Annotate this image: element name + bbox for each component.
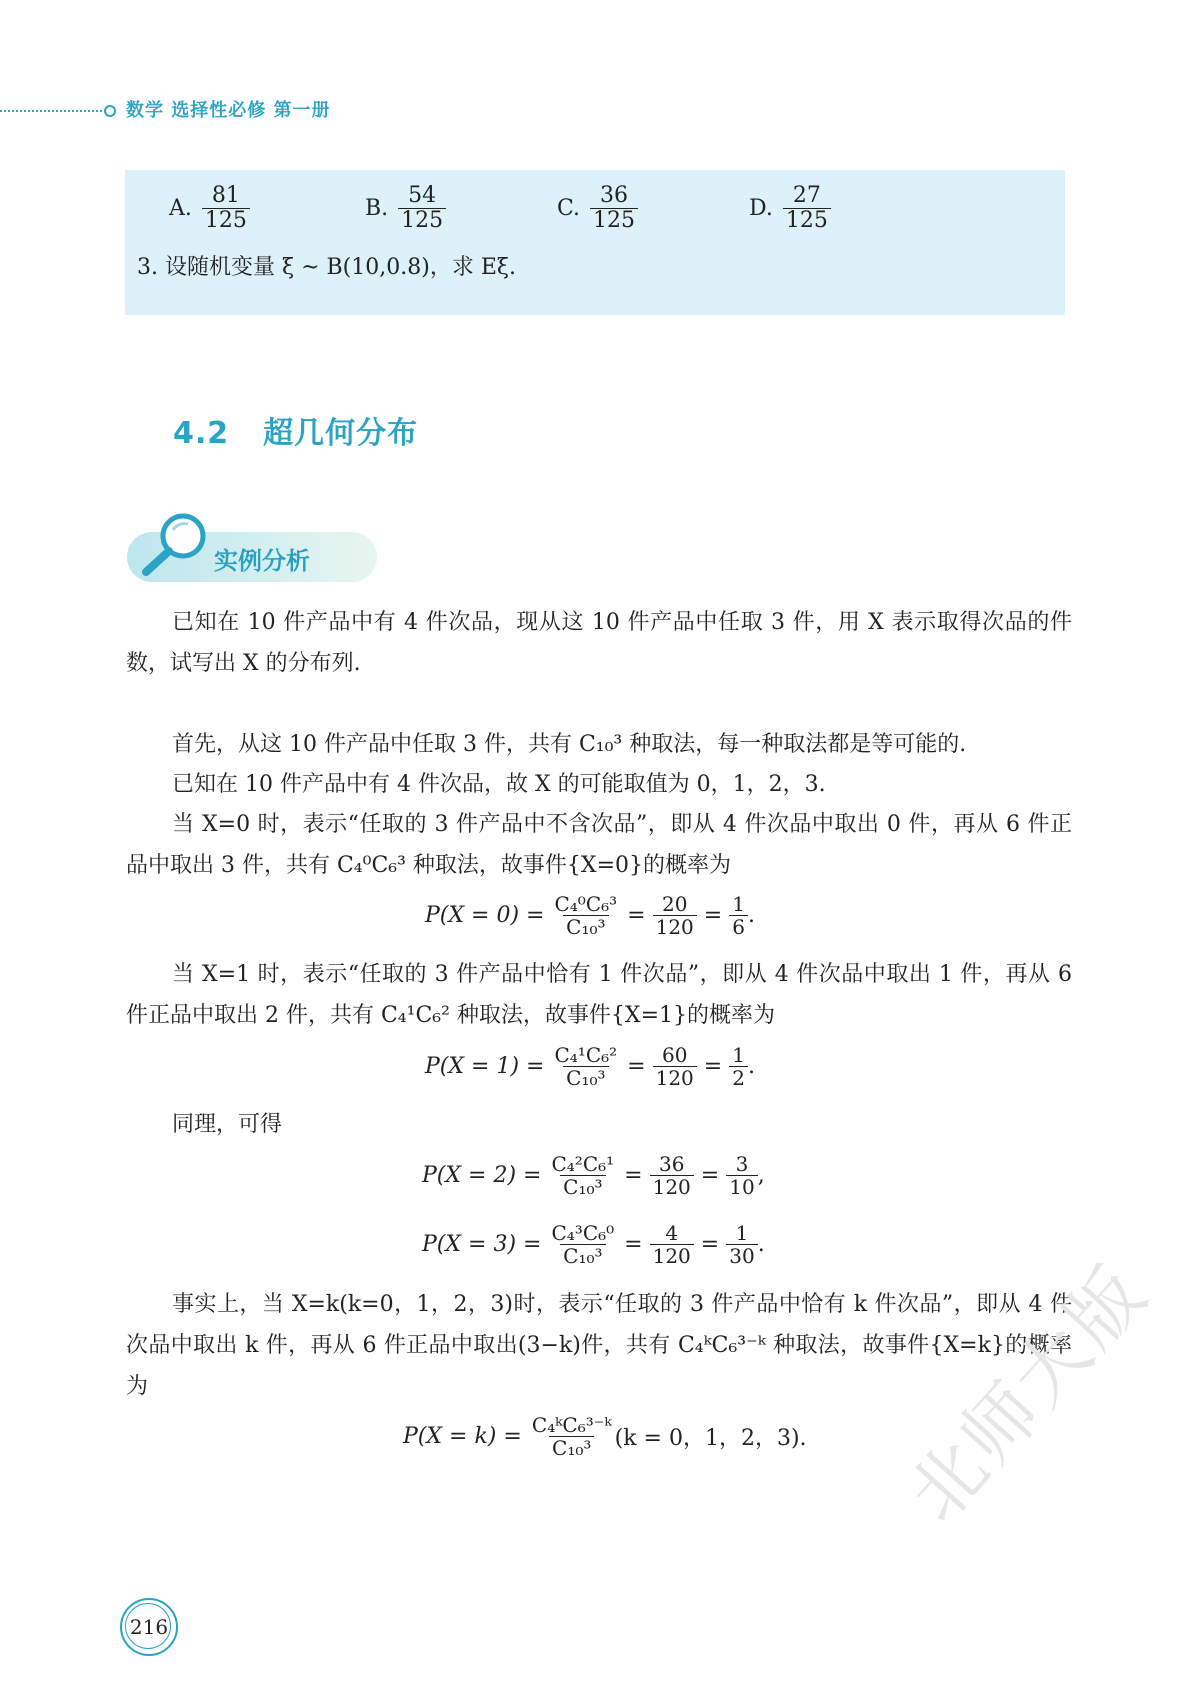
denominator: C₁₀³ — [549, 1436, 594, 1459]
eq-sign: = — [700, 1163, 720, 1188]
header-dot-icon — [104, 105, 116, 117]
denominator: 6 — [729, 915, 748, 938]
option-label: D. — [749, 196, 773, 222]
option-label: A. — [169, 196, 192, 222]
eq-end: . — [747, 1054, 755, 1079]
eq-sign: = — [627, 1054, 646, 1079]
eq-fraction — [729, 1044, 748, 1089]
equation-p0 — [425, 893, 755, 938]
paragraph-3: 当 X=0 时，表示“任取的 3 件产品中不含次品”，即从 4 件次品中取出 0 件，再从 6 件正品中取出 3 件，共有 C₄⁰C₆³ 种取法，故事件{X=0}的概率为 — [126, 812, 1072, 878]
option-c — [557, 184, 638, 233]
equation-p1 — [425, 1044, 755, 1089]
denominator: C₁₀³ — [560, 1244, 605, 1267]
numerator: C₄⁰C₆³ — [554, 892, 618, 916]
eq-lhs: P(X = 2) = — [422, 1163, 542, 1188]
exercise-box — [125, 170, 1065, 315]
eq-end: . — [757, 1232, 765, 1257]
denominator: 2 — [729, 1066, 748, 1089]
example-tag-label: 实例分析 — [214, 547, 310, 575]
page-number-text: 216 — [129, 1615, 169, 1639]
eq-lhs: P(X = 3) = — [422, 1232, 542, 1257]
eq-fraction — [548, 1222, 617, 1267]
numerator: 27 — [792, 183, 821, 208]
header-rule — [0, 110, 106, 112]
eq-lhs: P(X = k) = — [403, 1424, 522, 1449]
numerator: 60 — [661, 1043, 688, 1067]
option-fraction — [590, 184, 638, 233]
section-title — [173, 408, 418, 452]
eq-lhs: P(X = 1) = — [425, 1054, 545, 1079]
equation-p3 — [422, 1222, 765, 1267]
paragraph-2: 已知在 10 件产品中有 4 件次品，故 X 的可能取值为 0，1，2，3. — [172, 772, 826, 797]
eq-tail: (k = 0，1，2，3). — [614, 1426, 807, 1451]
option-b — [365, 184, 446, 233]
eq-end: , — [757, 1163, 765, 1188]
numerator: 36 — [600, 183, 629, 208]
numerator: 1 — [735, 1221, 749, 1245]
eq-fraction — [729, 893, 748, 938]
eq-end: . — [747, 903, 755, 928]
eq-sign: = — [703, 1054, 723, 1079]
eq-fraction — [548, 1153, 617, 1198]
eq-fraction — [650, 1222, 694, 1267]
option-d — [749, 184, 831, 233]
numerator: 1 — [732, 1043, 745, 1067]
numerator: C₄²C₆¹ — [551, 1152, 615, 1176]
eq-sign: = — [700, 1232, 720, 1257]
page-number — [120, 1598, 178, 1656]
eq-fraction — [650, 1153, 694, 1198]
denominator: 125 — [590, 208, 638, 233]
numerator: C₄ᵏC₆³⁻ᵏ — [531, 1413, 612, 1437]
eq-fraction — [551, 1044, 620, 1089]
eq-sign: = — [703, 903, 723, 928]
numerator: 36 — [658, 1152, 685, 1176]
section-name: 超几何分布 — [263, 416, 419, 451]
question-3: 3. 设随机变量 ξ ~ B(10,0.8)，求 Eξ. — [137, 255, 516, 280]
equation-p2 — [422, 1153, 765, 1198]
denominator: 125 — [202, 208, 250, 233]
paragraph-5: 同理，可得 — [172, 1112, 283, 1137]
denominator: 120 — [653, 1066, 697, 1089]
eq-fraction — [653, 1044, 697, 1089]
denominator: 10 — [726, 1175, 757, 1198]
denominator: C₁₀³ — [563, 915, 608, 938]
eq-fraction — [653, 893, 697, 938]
numerator: 20 — [661, 892, 688, 916]
numerator: 54 — [408, 183, 437, 208]
paragraph-1: 首先，从这 10 件产品中任取 3 件，共有 C₁₀³ 种取法，每一种取法都是等可能的. — [172, 732, 967, 757]
denominator: 125 — [783, 208, 831, 233]
denominator: 120 — [650, 1244, 694, 1267]
denominator: 125 — [398, 208, 446, 233]
option-fraction — [202, 184, 250, 233]
eq-fraction — [726, 1153, 757, 1198]
eq-sign: = — [624, 1232, 643, 1257]
numerator: C₄³C₆⁰ — [551, 1221, 615, 1245]
paragraph-4: 当 X=1 时，表示“任取的 3 件产品中恰有 1 件次品”，即从 4 件次品中取出 1 件，再从 6 件正品中取出 2 件，共有 C₄¹C₆² 种取法，故事件{X=1}的概率为 — [126, 962, 1072, 1028]
running-header: 数学 选择性必修 第一册 — [126, 100, 331, 121]
paragraph-6: 事实上，当 X=k(k=0，1，2，3)时，表示“任取的 3 件产品中恰有 k 件次品”，即从 4 件次品中取出 k 件，再从 6 件正品中取出(3−k)件，共有 C₄ᵏC₆³⁻ᵏ 种取法，故事件{X=k}的概率为 — [126, 1292, 1072, 1399]
eq-sign: = — [627, 903, 646, 928]
option-label: B. — [365, 196, 389, 222]
numerator: C₄¹C₆² — [554, 1043, 618, 1067]
publisher-watermark: 北师大版 — [891, 1248, 1165, 1539]
section-number: 4.2 — [173, 416, 230, 451]
denominator: C₁₀³ — [563, 1066, 608, 1089]
eq-lhs: P(X = 0) = — [425, 903, 545, 928]
denominator: 120 — [650, 1175, 694, 1198]
denominator: 120 — [653, 915, 697, 938]
eq-sign: = — [624, 1163, 643, 1188]
denominator: C₁₀³ — [560, 1175, 605, 1198]
eq-fraction — [551, 893, 620, 938]
denominator: 30 — [726, 1244, 757, 1267]
option-a — [169, 184, 250, 233]
option-fraction — [398, 184, 446, 233]
numerator: 81 — [211, 183, 240, 208]
option-label: C. — [557, 196, 581, 222]
numerator: 1 — [732, 892, 745, 916]
magnifier-icon — [138, 510, 218, 580]
eq-fraction — [529, 1414, 615, 1459]
numerator: 3 — [735, 1152, 749, 1176]
equation-general — [403, 1414, 807, 1459]
problem-statement: 已知在 10 件产品中有 4 件次品，现从这 10 件产品中任取 3 件，用 X 表示取得次品的件数，试写出 X 的分布列. — [126, 610, 1072, 676]
page-number-ring — [125, 1603, 171, 1649]
numerator: 4 — [665, 1221, 679, 1245]
option-fraction — [783, 184, 831, 233]
eq-fraction — [726, 1222, 757, 1267]
